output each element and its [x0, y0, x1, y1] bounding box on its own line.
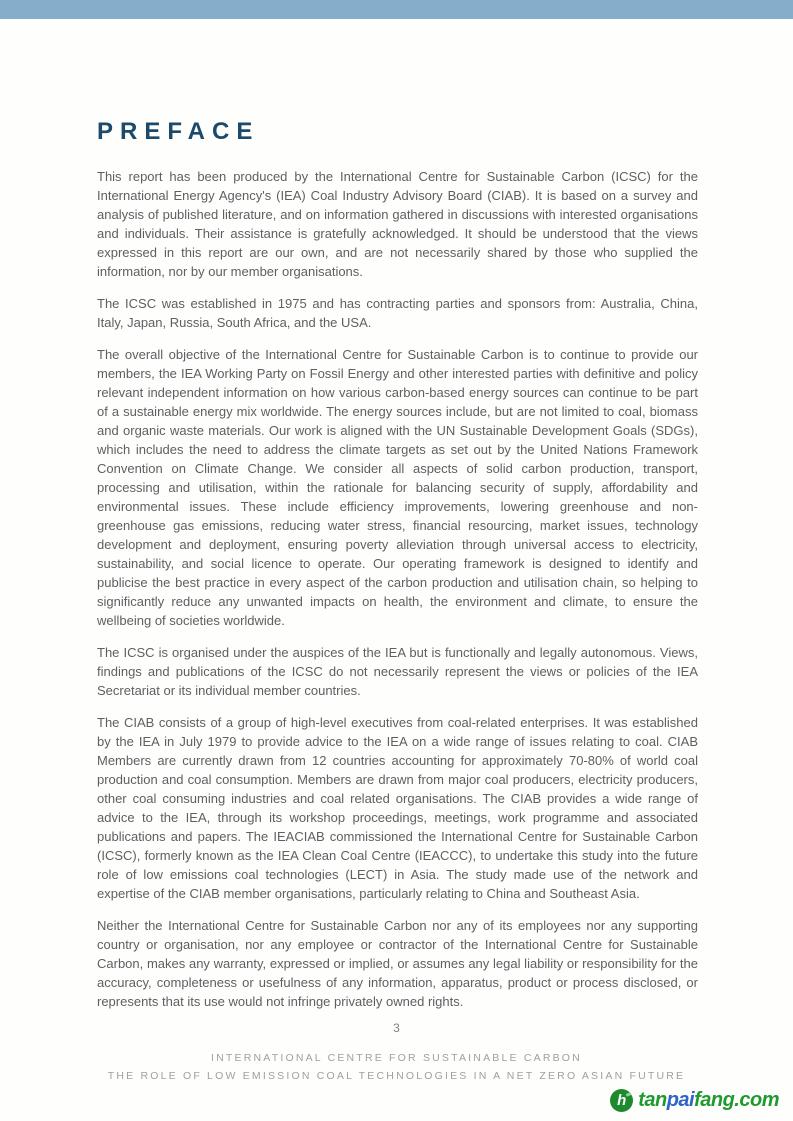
report-footer — [0, 1049, 793, 1085]
paragraph-6: Neither the International Centre for Sustainable Carbon nor any of its employees nor any supporting country or organisation, nor any employee or contractor of the International Centre for Sustainable Carbon, makes any warranty, expressed or implied, or assumes any legal liability or responsibility for the accuracy, completeness or usefulness of any information, apparatus, product or process disclosed, or represents that its use would not infringe privately owned rights. — [97, 918, 698, 1009]
tanpaifang-logo-text — [638, 1089, 779, 1112]
paragraph-1: This report has been produced by the International Centre for Sustainable Carbon (ICSC) for the International Energy Agency's (IEA) Coal Industry Advisory Board (CIAB). It is based on a survey and analysis of published literature, and on information gathered in discussions with interested organisations and individuals. Their assistance is gratefully acknowledged. It should be understood that the views expressed in this report are our own, and are not necessarily shared by those who supplied the information, nor by our member organisations. — [97, 169, 698, 279]
tanpaifang-watermark-link[interactable] — [610, 1089, 779, 1112]
paragraph-2: The ICSC was established in 1975 and has contracting parties and sponsors from: Australia, China, Italy, Japan, Russia, South Africa, and the USA. — [97, 296, 698, 330]
logo-text-green-1: tan — [638, 1089, 667, 1111]
tanpaifang-logo-icon — [610, 1089, 633, 1112]
footer-org-line: INTERNATIONAL CENTRE FOR SUSTAINABLE CARBON — [211, 1052, 582, 1064]
logo-text-blue: pai — [666, 1089, 695, 1111]
page-number: 3 — [393, 1021, 400, 1035]
paragraph-4: The ICSC is organised under the auspices of the IEA but is functionally and legally autonomous. Views, findings and publications of the ICSC do not necessarily represent the views or policies of the IEA Secretariat or its individual member countries. — [97, 645, 698, 698]
page-title: PREFACE — [97, 118, 260, 145]
logo-icon-glyph: h — [617, 1092, 627, 1109]
paragraph-3: The overall objective of the International Centre for Sustainable Carbon is to continue to provide our members, the IEA Working Party on Fossil Energy and other interested parties with definitive and policy relevant independent information on how various carbon-based energy sources can continue to be part of a sustainable energy mix worldwide. The energy sources include, but are not limited to coal, biomass and organic waste materials. Our work is aligned with the UN Sustainable Development Goals (SDGs), which includes the need to address the climate targets as set out by the United Nations Framework Convention on Climate Change. We consider all aspects of solid carbon production, transport, processing and utilisation, within the rationale for balancing security of supply, affordability and environmental issues. These include efficiency improvements, lowering greenhouse and non-greenhouse gas emissions, reducing water stress, financial resourcing, market issues, technology development and deployment, ensuring poverty alleviation through universal access to electricity, sustainability, and social licence to operate. Our operating framework is designed to identify and publicise the best practice in every aspect of the carbon production and utilisation chain, so helping to significantly reduce any unwanted impacts on health, the environment and climate, to ensure the wellbeing of societies worldwide. — [97, 347, 698, 628]
top-accent-bar — [0, 0, 793, 19]
preface-section — [97, 118, 698, 1024]
paragraph-5: The CIAB consists of a group of high-level executives from coal-related enterprises. It was established by the IEA in July 1979 to provide advice to the IEA on a wide range of issues relating to coal. CIAB Members are currently drawn from 12 countries accounting for approximately 70-80% of world coal production and coal consumption. Members are drawn from major coal producers, electricity producers, other coal consuming industries and coal related organisations. The CIAB provides a wide range of advice to the IEA, through its workshop proceedings, meetings, work programme and associated publications and papers. The IEACIAB commissioned the International Centre for Sustainable Carbon (ICSC), formerly known as the IEA Clean Coal Centre (IEACCC), to undertake this study into the future role of low emissions coal technologies (LECT) in Asia. The study made use of the network and expertise of the CIAB member organisations, particularly relating to China and Southeast Asia. — [97, 715, 698, 901]
footer-report-title-line: THE ROLE OF LOW EMISSION COAL TECHNOLOGIES IN A NET ZERO ASIAN FUTURE — [107, 1070, 686, 1082]
logo-text-green-2: fang.com — [694, 1089, 779, 1111]
